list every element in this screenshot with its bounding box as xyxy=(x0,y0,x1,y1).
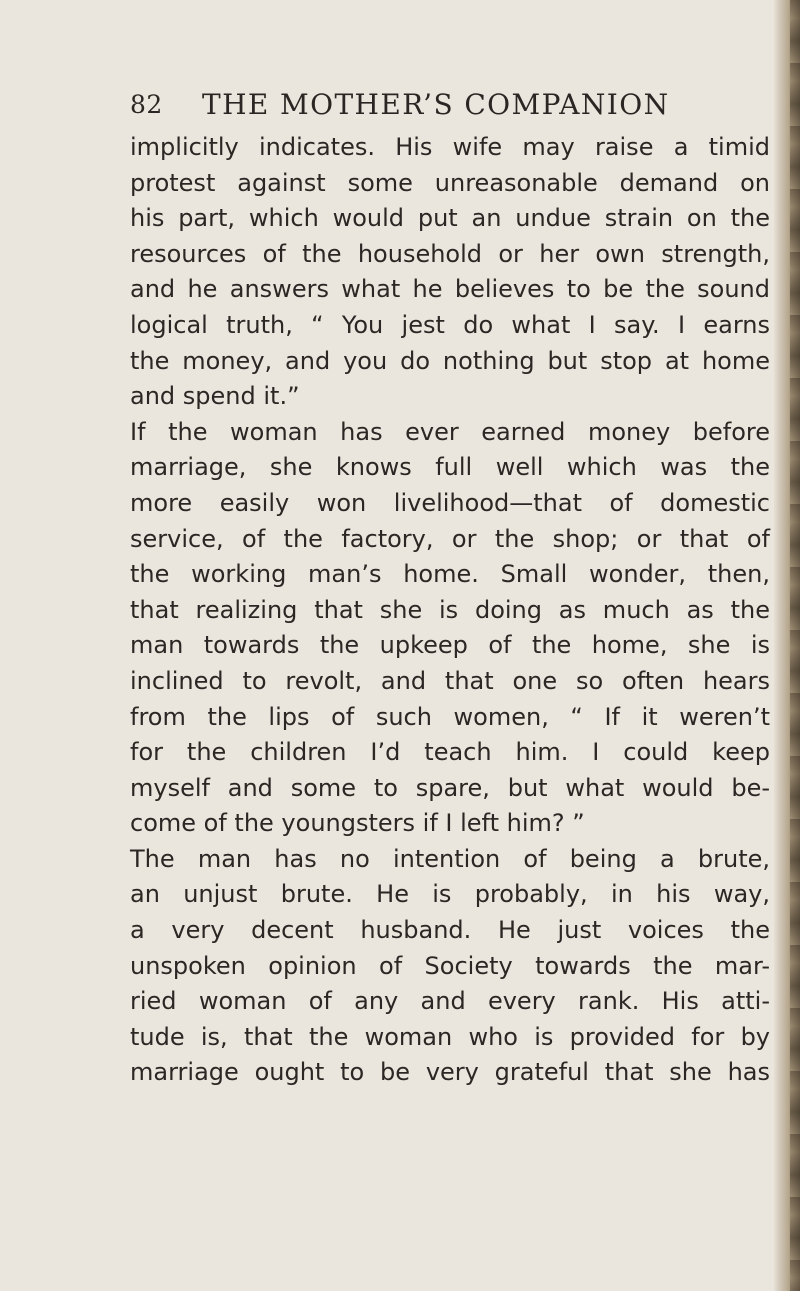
text-line: implicitly indicates. His wife may raise a timid xyxy=(130,133,770,161)
text-line: come of the youngsters if I left him? ” xyxy=(130,809,585,838)
page-number: 82 xyxy=(130,90,163,119)
text-line: myself and some to spare, but what would be- xyxy=(130,773,770,802)
body-text xyxy=(130,130,770,1091)
text-line: marriage ought to be very grateful that she has xyxy=(130,1058,770,1087)
text-line: a very decent husband. He just voices the xyxy=(130,916,770,945)
running-head: THE MOTHER’S COMPANION xyxy=(202,88,670,121)
page-header xyxy=(130,78,770,138)
text-line: resources of the household or her own strength, xyxy=(130,239,770,268)
text-line: the working man’s home. Small wonder, then, xyxy=(130,560,770,589)
text-line: and spend it.” xyxy=(130,382,300,411)
text-line: unspoken opinion of Society towards the mar- xyxy=(130,951,770,980)
text-line: ried woman of any and every rank. His atti- xyxy=(130,987,770,1016)
text-line: The man has no intention of being a brute, xyxy=(130,844,770,873)
text-line: man towards the upkeep of the home, she is xyxy=(130,631,770,660)
text-line: logical truth, “ You jest do what I say. I earns xyxy=(130,310,770,339)
text-line: protest against some unreasonable demand on xyxy=(130,168,770,197)
text-line: tude is, that the woman who is provided for by xyxy=(130,1022,770,1051)
page-edge-shadow xyxy=(790,0,800,1291)
text-line: service, of the factory, or the shop; or that of xyxy=(130,524,770,553)
text-line: an unjust brute. He is probably, in his way, xyxy=(130,880,770,909)
text-line: his part, which would put an undue strain on the xyxy=(130,204,770,233)
page-edge-gutter xyxy=(774,0,800,1291)
text-line: If the woman has ever earned money before xyxy=(130,417,770,446)
text-line: marriage, she knows full well which was the xyxy=(130,453,770,482)
text-line: for the children I’d teach him. I could keep xyxy=(130,738,770,767)
text-line: more easily won livelihood—that of domestic xyxy=(130,488,770,517)
text-line: that realizing that she is doing as much as the xyxy=(130,595,770,624)
text-line: the money, and you do nothing but stop at home xyxy=(130,346,770,375)
text-line: inclined to revolt, and that one so often hears xyxy=(130,666,770,695)
text-line: from the lips of such women, “ If it weren’t xyxy=(130,702,770,731)
text-line: and he answers what he believes to be the sound xyxy=(130,275,770,304)
